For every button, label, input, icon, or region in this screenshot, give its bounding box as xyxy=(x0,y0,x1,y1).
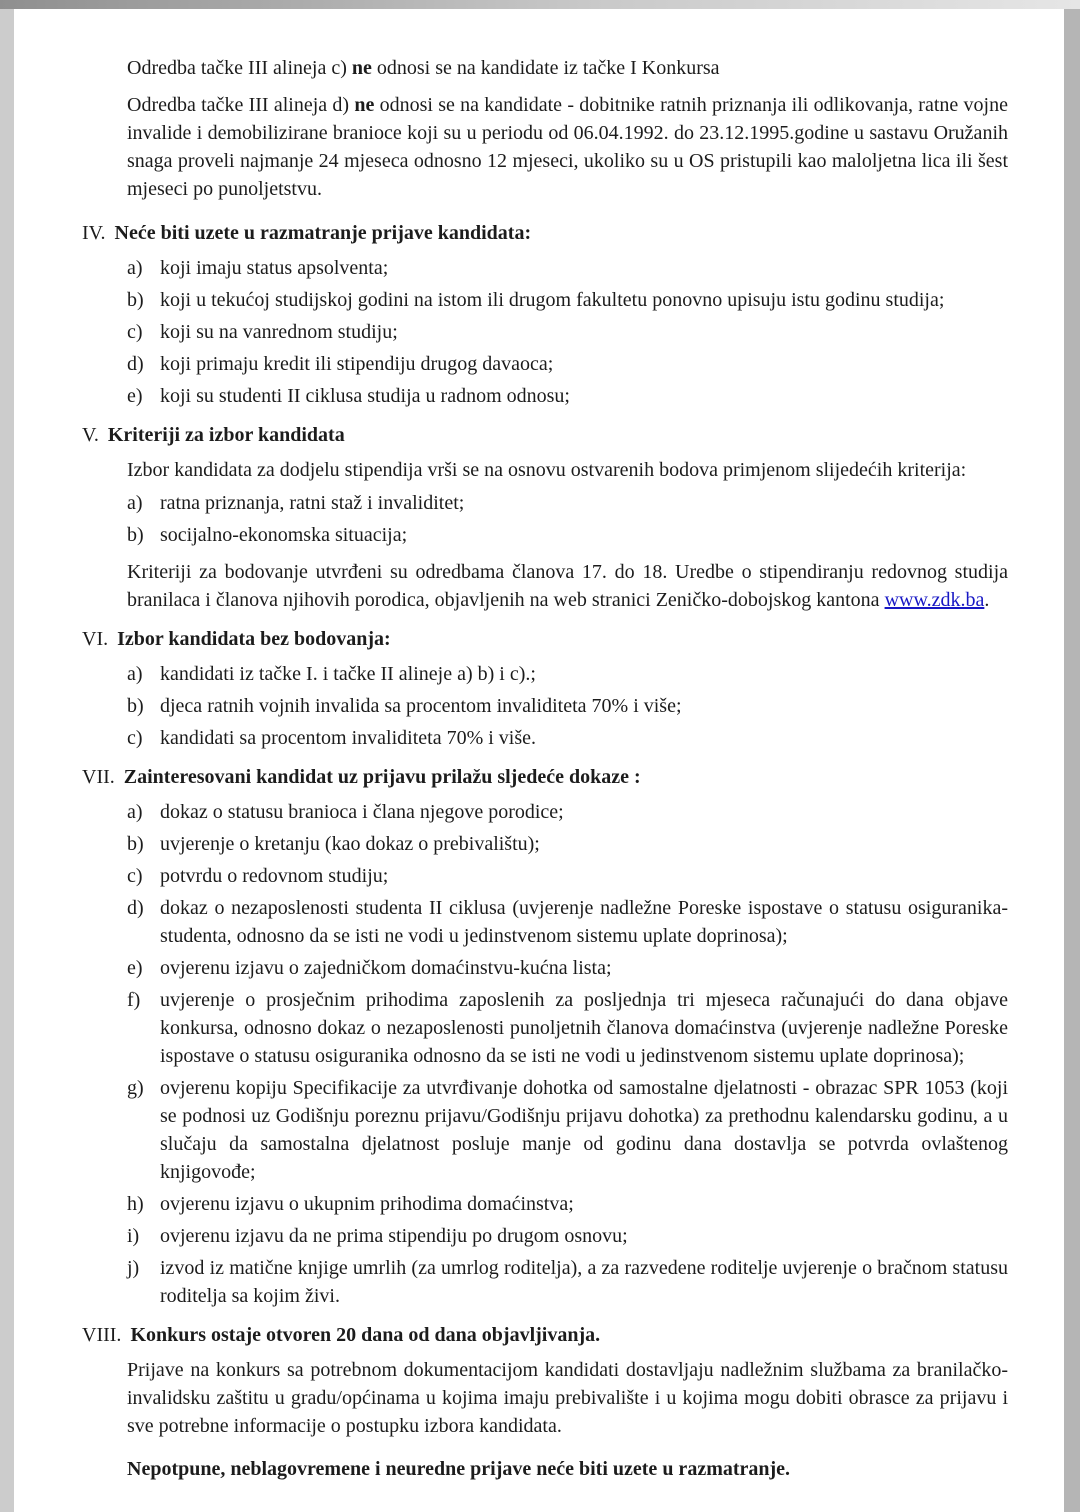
list-item xyxy=(127,489,1008,517)
item-text: koji su studenti II ciklusa studija u radnom odnosu; xyxy=(160,385,570,407)
item-letter: c) xyxy=(127,865,143,887)
item-text: koji u tekućoj studijskoj godini na istom ili drugom fakultetu ponovno upisuju istu godinu studija; xyxy=(160,289,945,311)
list-item xyxy=(127,286,1008,314)
item-letter: b) xyxy=(127,289,144,311)
item-letter: a) xyxy=(127,663,143,685)
section-v-numeral: V. xyxy=(82,424,99,446)
list-item xyxy=(127,954,1008,982)
section-vii-items xyxy=(127,798,1008,1310)
section-v-intro: Izbor kandidata za dodjelu stipendija vrši se na osnovu ostvarenih bodova primjenom slijedećih kriterija: xyxy=(127,459,967,481)
item-text: potvrdu o redovnom studiju; xyxy=(160,865,389,887)
item-text: koji primaju kredit ili stipendiju drugog davaoca; xyxy=(160,353,554,375)
item-text: ovjerenu izjavu o ukupnim prihodima domaćinstva; xyxy=(160,1193,574,1215)
list-item xyxy=(127,1254,1008,1310)
intro-2-pre: Odredba tačke III alineja d) xyxy=(127,94,355,116)
section-iv-items xyxy=(127,254,1008,410)
item-letter: e) xyxy=(127,385,143,407)
item-letter: b) xyxy=(127,833,144,855)
intro-paragraph-1 xyxy=(127,54,1008,82)
list-item xyxy=(127,660,1008,688)
list-item xyxy=(127,724,1008,752)
item-letter: j) xyxy=(127,1257,140,1279)
section-vi-items xyxy=(127,660,1008,752)
section-vi-heading xyxy=(82,625,1008,653)
item-text: ovjerenu izjavu da ne prima stipendiju po drugom osnovu; xyxy=(160,1225,628,1247)
item-text: kandidati iz tačke I. i tačke II alineje a) b) i c).; xyxy=(160,663,536,685)
section-viii-title: Konkurs ostaje otvoren 20 dana od dana objavljivanja. xyxy=(130,1324,601,1346)
section-vi-title: Izbor kandidata bez bodovanja: xyxy=(117,628,391,650)
note-post: . xyxy=(984,589,990,611)
section-viii-heading xyxy=(82,1321,1008,1349)
section-iv-title: Neće biti uzete u razmatranje prijave kandidata: xyxy=(114,222,532,244)
item-text: izvod iz matične knjige umrlih (za umrlog roditelja), a za razvedene roditelje uvjerenje o bračnom statusu roditelja sa kojim živi. xyxy=(160,1257,1008,1307)
item-letter: i) xyxy=(127,1225,140,1247)
item-text: uvjerenje o kretanju (kao dokaz o prebivalištu); xyxy=(160,833,540,855)
item-letter: a) xyxy=(127,257,143,279)
list-item xyxy=(127,830,1008,858)
item-text: djeca ratnih vojnih invalida sa procentom invaliditeta 70% i više; xyxy=(160,695,682,717)
section-vii-heading xyxy=(82,763,1008,791)
list-item xyxy=(127,521,1008,549)
section-v-title: Kriteriji za izbor kandidata xyxy=(107,424,345,446)
scan-edge-top xyxy=(0,0,1080,9)
section-viii-numeral: VIII. xyxy=(82,1324,122,1346)
item-text: socijalno-ekonomska situacija; xyxy=(160,524,408,546)
item-letter: e) xyxy=(127,957,143,979)
item-letter: h) xyxy=(127,1193,144,1215)
list-item xyxy=(127,1074,1008,1186)
section-vii-numeral: VII. xyxy=(82,766,115,788)
scan-edge-right xyxy=(1064,9,1080,1512)
intro-1-post: odnosi se na kandidate iz tačke I Konkursa xyxy=(371,57,720,79)
list-item xyxy=(127,986,1008,1070)
item-text: kandidati sa procentom invaliditeta 70% i više. xyxy=(160,727,537,749)
item-text: dokaz o statusu branioca i člana njegove porodice; xyxy=(160,801,564,823)
intro-1-pre: Odredba tačke III alineja c) xyxy=(127,57,352,79)
item-letter: g) xyxy=(127,1077,144,1099)
list-item xyxy=(127,254,1008,282)
section-vi-numeral: VI. xyxy=(82,628,109,650)
item-text: ratna priznanja, ratni staž i invaliditet; xyxy=(160,492,465,514)
section-v-items xyxy=(127,489,1008,549)
section-iv-heading xyxy=(82,219,1008,247)
list-item xyxy=(127,350,1008,378)
document-page xyxy=(14,9,1064,1512)
closing-statement: Nepotpune, neblagovremene i neuredne prijave neće biti uzete u razmatranje. xyxy=(127,1458,791,1480)
item-text: koji su na vanrednom studiju; xyxy=(160,321,398,343)
item-letter: b) xyxy=(127,695,144,717)
zdk-link[interactable]: www.zdk.ba xyxy=(884,589,985,611)
item-text: ovjerenu izjavu o zajedničkom domaćinstvu-kućna lista; xyxy=(160,957,612,979)
intro-paragraph-2 xyxy=(127,91,1008,203)
section-vii-title: Zainteresovani kandidat uz prijavu prilažu sljedeće dokaze : xyxy=(123,766,641,788)
item-letter: f) xyxy=(127,989,141,1011)
note-pre: Kriteriji za bodovanje utvrđeni su odredbama članova 17. do 18. Uredbe o stipendiranju redovnog studija branilaca i članova njihovih porodica, objavljenih na web stranici Zeničko-dobojskog kantona xyxy=(127,561,1008,611)
list-item xyxy=(127,894,1008,950)
section-v-heading xyxy=(82,421,1008,449)
section-v-note xyxy=(127,558,1008,614)
list-item xyxy=(127,1222,1008,1250)
list-item xyxy=(127,1190,1008,1218)
item-letter: d) xyxy=(127,353,144,375)
item-letter: a) xyxy=(127,492,143,514)
intro-1-bold: ne xyxy=(351,57,372,79)
item-letter: b) xyxy=(127,524,144,546)
item-text: koji imaju status apsolventa; xyxy=(160,257,389,279)
scan-edge-left xyxy=(0,9,14,1512)
item-text: dokaz o nezaposlenosti studenta II ciklusa (uvjerenje nadležne Poreske ispostave o statusu osiguranika-studenta, odnosno da se isti ne vodi u jedinstvenom sistemu uplate doprinosa); xyxy=(160,897,1008,947)
list-item xyxy=(127,798,1008,826)
item-letter: c) xyxy=(127,727,143,749)
item-letter: c) xyxy=(127,321,143,343)
section-viii-paragraph: Prijave na konkurs sa potrebnom dokumentacijom kandidati dostavljaju nadležnim službama za branilačko-invalidsku zaštitu u gradu/općinama u kojima imaju prebivalište i u kojima mogu dobiti obrasce za prijavu i sve potrebne informacije o postupku izbora kandidata. xyxy=(127,1359,1008,1437)
item-text: ovjerenu kopiju Specifikacije za utvrđivanje dohotka od samostalne djelatnosti - obrazac SPR 1053 (koji se podnosi uz Godišnju poreznu prijavu/Godišnju prijavu dohotka) za prethodnu kalendarsku godinu, a u slučaju da samostalna djelatnost posluje manje od godinu dana dostavlja se potvrda ovlaštenog knjigovođe; xyxy=(160,1077,1008,1183)
item-letter: a) xyxy=(127,801,143,823)
intro-2-post: odnosi se na kandidate - dobitnike ratnih priznanja ili odlikovanja, ratne vojne invalide i demobilizirane branioce koji su u periodu od 06.04.1992. do 23.12.1995.godine u sastavu Oružanih snaga proveli najmanje 24 mjeseca odnosno 12 mjeseci, ukoliko su u OS pristupili kao maloljetna lica ili šest mjeseci po punoljetstvu. xyxy=(127,94,1008,200)
intro-2-bold: ne xyxy=(354,94,375,116)
item-letter: d) xyxy=(127,897,144,919)
list-item xyxy=(127,692,1008,720)
section-iv-numeral: IV. xyxy=(82,222,106,244)
list-item xyxy=(127,318,1008,346)
item-text: uvjerenje o prosječnim prihodima zaposlenih za posljednja tri mjeseca računajući do dana objave konkursa, odnosno dokaz o nezaposlenosti punoljetnih članova domaćinstva (uvjerenje nadležne Poreske ispostave o statusu osiguranika odnosno da se isti ne vodi u jedinstvenom sistemu uplate doprinosa); xyxy=(160,989,1008,1067)
list-item xyxy=(127,862,1008,890)
list-item xyxy=(127,382,1008,410)
